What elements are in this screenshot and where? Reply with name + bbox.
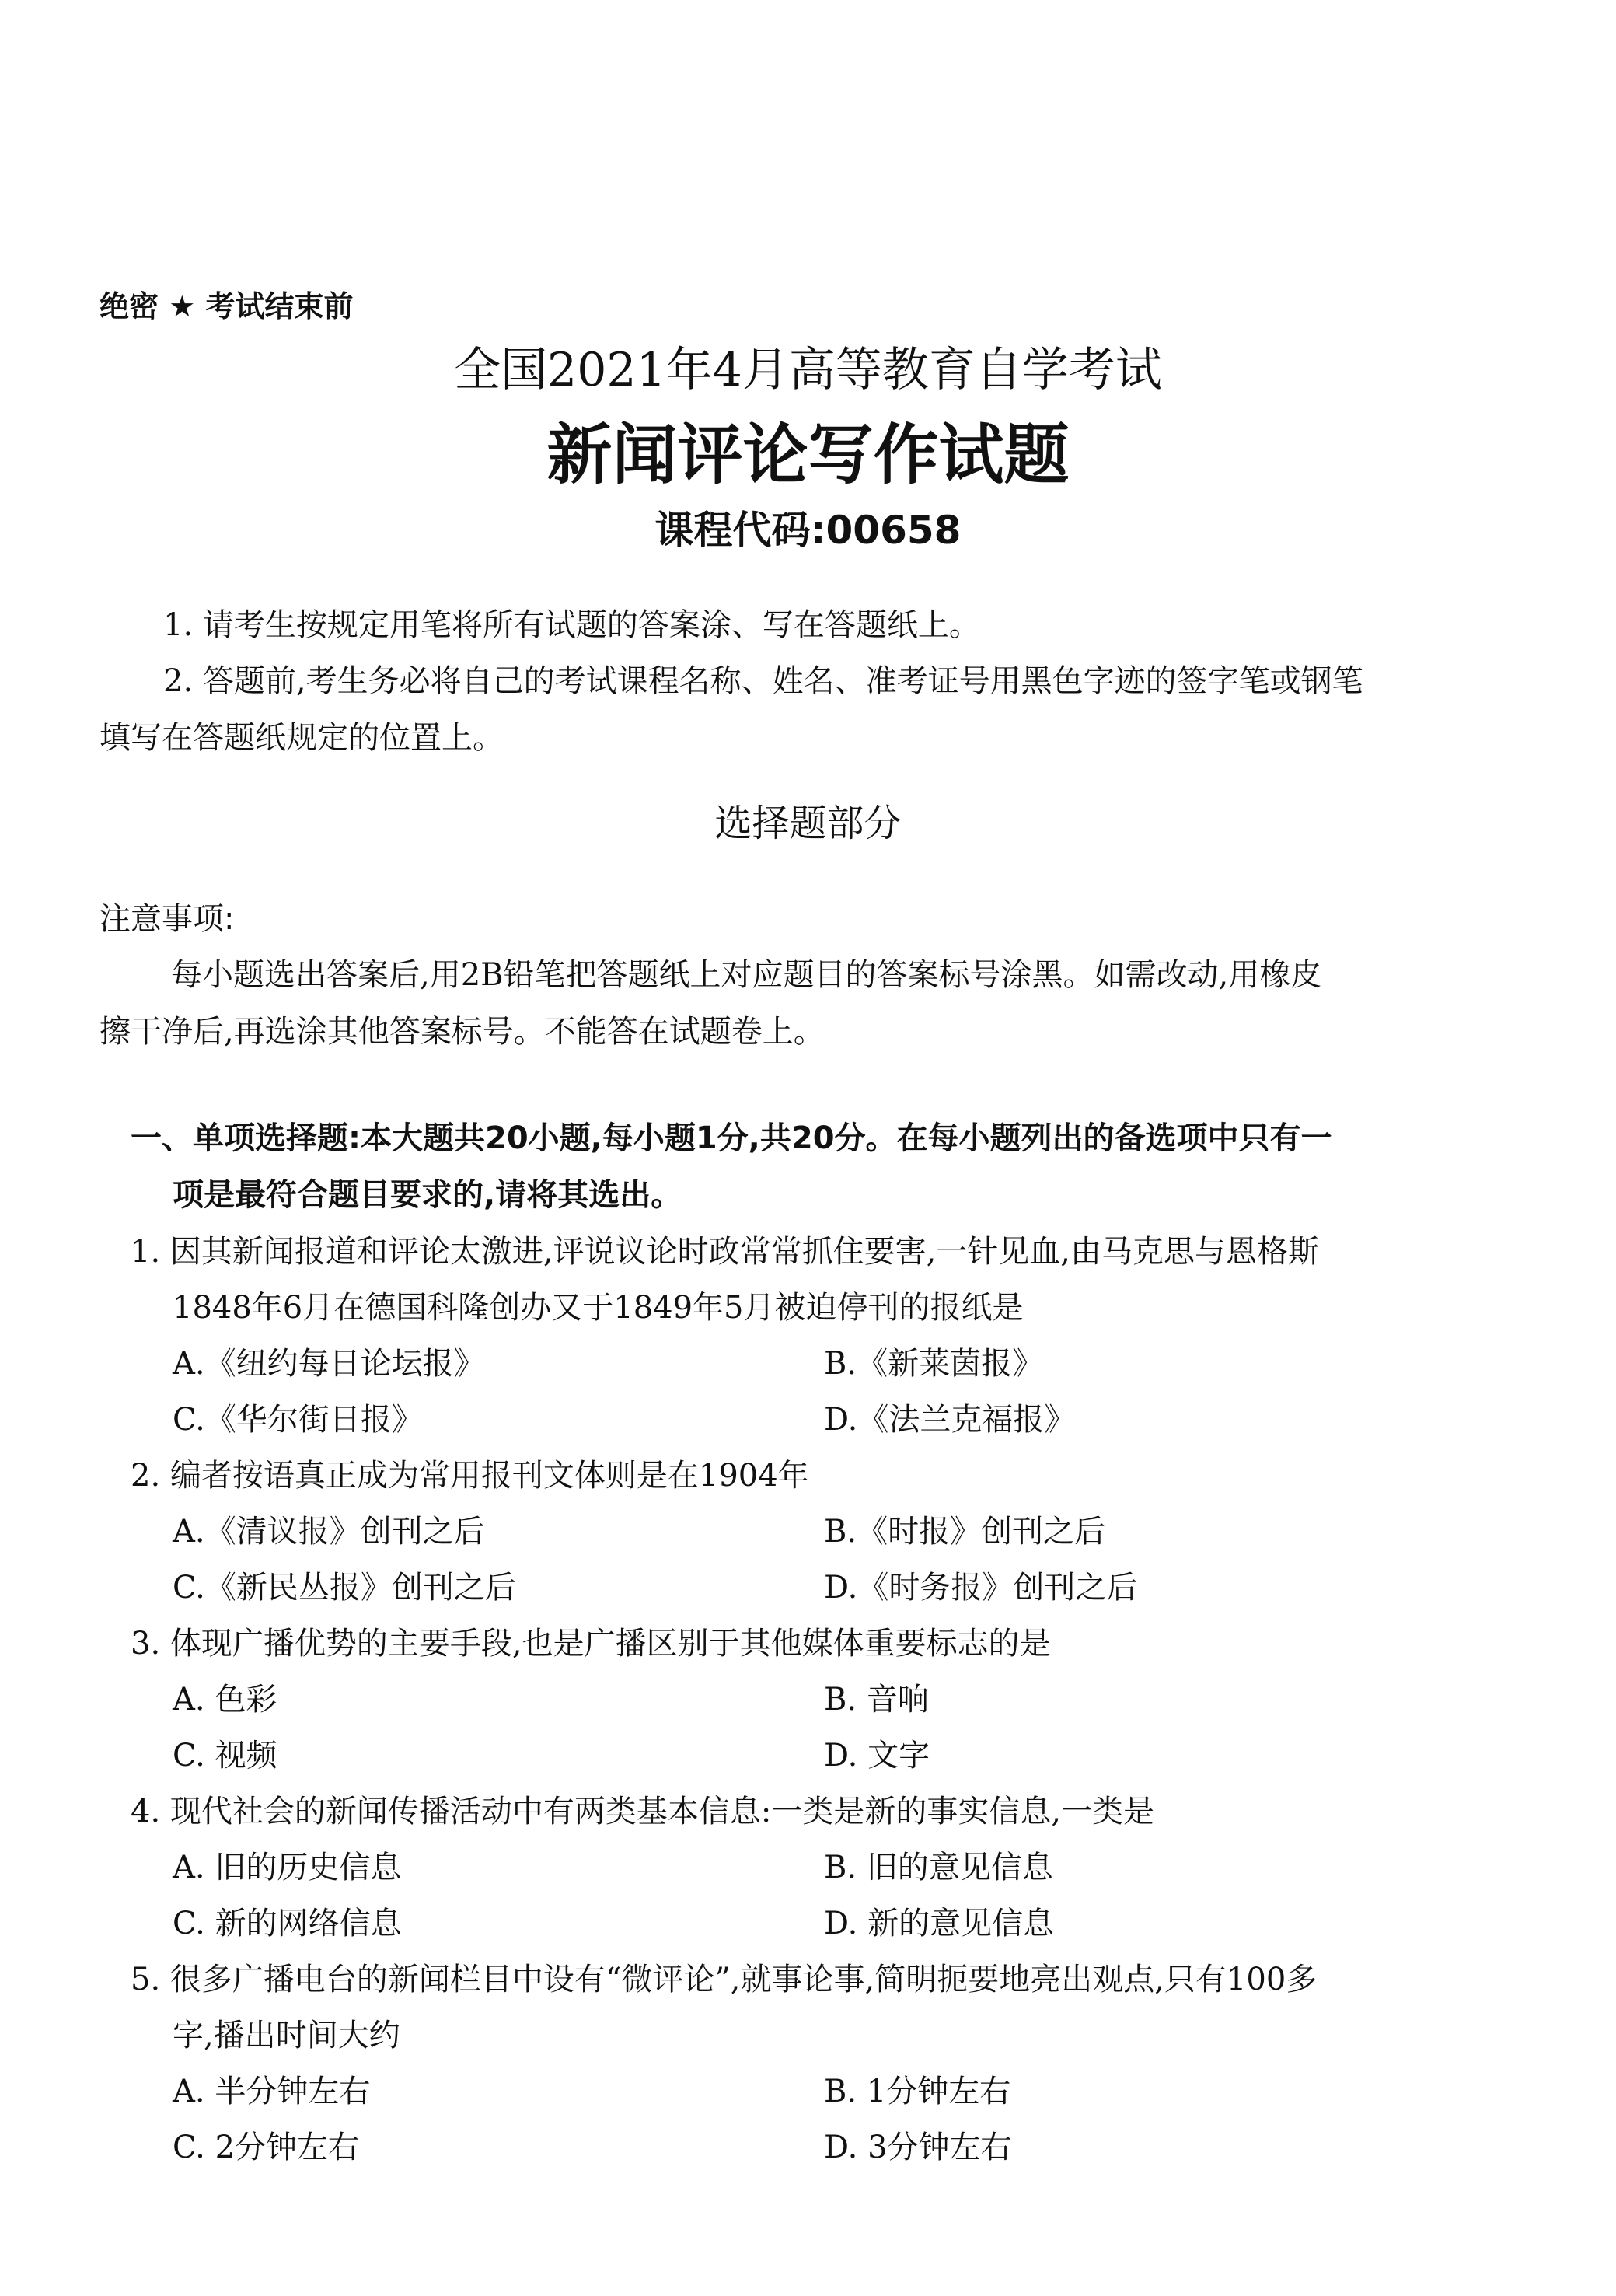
question-5-option-d: D. 3分钟左右: [824, 2130, 1012, 2165]
secret-mark: 绝密 ★ 考试结束前: [99, 289, 354, 323]
question-5-stem: 5. 很多广播电台的新闻栏目中设有“微评论”,就事论事,简明扼要地亮出观点,只有100多: [131, 1962, 1318, 1997]
question-3-stem: 3. 体现广播优势的主要手段,也是广播区别于其他媒体重要标志的是: [131, 1626, 1051, 1662]
instruction-1: 1. 请考生按规定用笔将所有试题的答案涂、写在答题纸上。: [163, 607, 980, 643]
instruction-2-cont: 填写在答题纸规定的位置上。: [99, 720, 504, 756]
question-4-stem: 4. 现代社会的新闻传播活动中有两类基本信息:一类是新的事实信息,一类是: [131, 1794, 1155, 1829]
question-3-option-c: C. 视频: [173, 1738, 277, 1774]
question-4-option-d: D. 新的意见信息: [824, 1906, 1055, 1941]
question-1-stem: 1. 因其新闻报道和评论太激进,评说议论时政常常抓住要害,一针见血,由马克思与恩格斯: [131, 1234, 1320, 1270]
notice-heading: 注意事项:: [99, 901, 235, 937]
question-4-option-a: A. 旧的历史信息: [173, 1850, 402, 1885]
question-2-option-b: B.《时报》创刊之后: [824, 1514, 1106, 1550]
question-1-option-a: A.《纽约每日论坛报》: [173, 1346, 485, 1382]
question-2-option-d: D.《时务报》创刊之后: [824, 1570, 1138, 1606]
question-5-option-b: B. 1分钟左右: [824, 2074, 1011, 2109]
notice-line-1: 每小题选出答案后,用2B铅笔把答题纸上对应题目的答案标号涂黑。如需改动,用橡皮: [171, 957, 1322, 993]
question-3-option-b: B. 音响: [824, 1682, 929, 1718]
question-3-option-a: A. 色彩: [173, 1682, 277, 1718]
instruction-2: 2. 答题前,考生务必将自己的考试课程名称、姓名、准考证号用黑色字迹的签字笔或钢笔: [163, 663, 1363, 699]
paper-title: 新闻评论写作试题: [546, 417, 1070, 493]
question-1-option-c: C.《华尔街日报》: [173, 1402, 423, 1438]
question-3-option-d: D. 文字: [824, 1738, 930, 1774]
notice-line-2: 擦干净后,再选涂其他答案标号。不能答在试题卷上。: [99, 1014, 825, 1050]
question-2-option-c: C.《新民丛报》创刊之后: [173, 1570, 516, 1606]
question-4-option-b: B. 旧的意见信息: [824, 1850, 1053, 1885]
question-5-option-c: C. 2分钟左右: [173, 2130, 360, 2165]
part-one-heading: 一、单项选择题:本大题共20小题,每小题1分,共20分。在每小题列出的备选项中只有一: [131, 1120, 1332, 1156]
section-heading: 选择题部分: [714, 802, 902, 845]
question-5-option-a: A. 半分钟左右: [173, 2074, 371, 2109]
question-1-stem-cont: 1848年6月在德国科隆创办又于1849年5月被迫停刊的报纸是: [173, 1290, 1024, 1326]
question-5-stem-cont: 字,播出时间大约: [173, 2018, 400, 2053]
question-1-option-b: B.《新莱茵报》: [824, 1346, 1044, 1382]
question-4-option-c: C. 新的网络信息: [173, 1906, 402, 1941]
part-one-heading-cont: 项是最符合题目要求的,请将其选出。: [173, 1177, 682, 1213]
question-2-option-a: A.《清议报》创刊之后: [173, 1514, 485, 1550]
exam-title: 全国2021年4月高等教育自学考试: [454, 343, 1162, 397]
question-1-option-d: D.《法兰克福报》: [824, 1402, 1076, 1438]
question-2-stem: 2. 编者按语真正成为常用报刊文体则是在1904年: [131, 1458, 809, 1494]
course-code: 课程代码:00658: [654, 508, 962, 553]
